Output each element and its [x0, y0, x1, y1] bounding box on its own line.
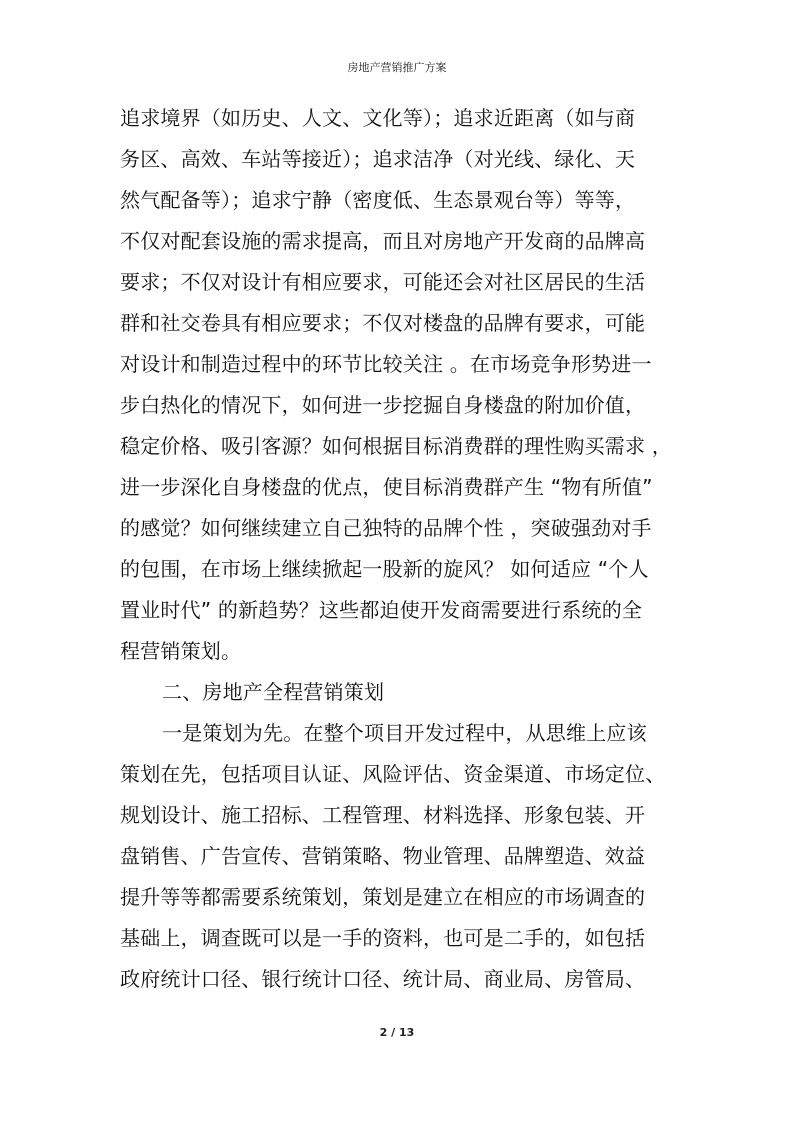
body-line: 追求境界（如历史、人文、文化等）；追求近距离（如与商 — [120, 106, 636, 130]
body-line: 务区、高效、车站等接近）；追求洁净（对光线、绿化、天 — [120, 147, 636, 171]
body-line: 进一步深化自身楼盘的优点，使目标消费群产生 “物有所值” — [120, 475, 653, 499]
body-line: 然气配备等）；追求宁静（密度低、生态景观台等）等等， — [120, 188, 636, 212]
body-line: 对设计和制造过程中的环节比较关注 。在市场竞争形势进一 — [120, 352, 652, 376]
document-body — [120, 98, 680, 1000]
body-line: 要求；不仅对设计有相应要求，可能还会对社区居民的生活 — [120, 270, 646, 294]
paragraph-first-line: 一是策划为先。在整个项目开发过程中，从思维上应该 — [162, 721, 647, 745]
section-heading: 二、房地产全程营销策划 — [162, 680, 385, 704]
body-line: 稳定价格、吸引客源？如何根据目标消费群的理性购买需求 ， — [120, 434, 672, 458]
body-line: 置业时代” 的新趋势？这些都迫使开发商需要进行系统的全 — [120, 598, 643, 622]
body-line: 步白热化的情况下，如何进一步挖掘自身楼盘的附加价值， — [120, 393, 646, 417]
body-line: 程营销策划。 — [120, 639, 242, 663]
body-line: 规划设计、施工招标、工程管理、材料选择、形象包装、开 — [120, 803, 646, 827]
page-footer — [0, 1026, 794, 1040]
body-line: 盘销售、广告宣传、营销策略、物业管理、品牌塑造、效益 — [120, 844, 646, 868]
body-line: 群和社交卷具有相应要求；不仅对楼盘的品牌有要求，可能 — [120, 311, 646, 335]
document-title: 房地产营销推广方案 — [347, 61, 447, 74]
body-line: 不仅对配套设施的需求提高，而且对房地产开发商的品牌高 — [120, 229, 646, 253]
body-line: 基础上，调查既可以是一手的资料，也可是二手的，如包括 — [120, 926, 646, 950]
body-line: 政府统计口径、银行统计口径、统计局、商业局、房管局、 — [120, 967, 646, 991]
page-number: 2 / 13 — [379, 1026, 415, 1039]
body-line: 提升等等都需要系统策划，策划是建立在相应的市场调查的 — [120, 885, 646, 909]
body-line: 的包围，在市场上继续掀起一股新的旋风？ 如何适应 “个人 — [120, 557, 649, 581]
body-line: 的感觉？如何继续建立自己独特的品牌个性 ，突破强劲对手 — [120, 516, 652, 540]
body-line: 策划在先，包括项目认证、风险评估、资金渠道、市场定位、 — [120, 762, 666, 786]
page-header — [0, 61, 794, 75]
